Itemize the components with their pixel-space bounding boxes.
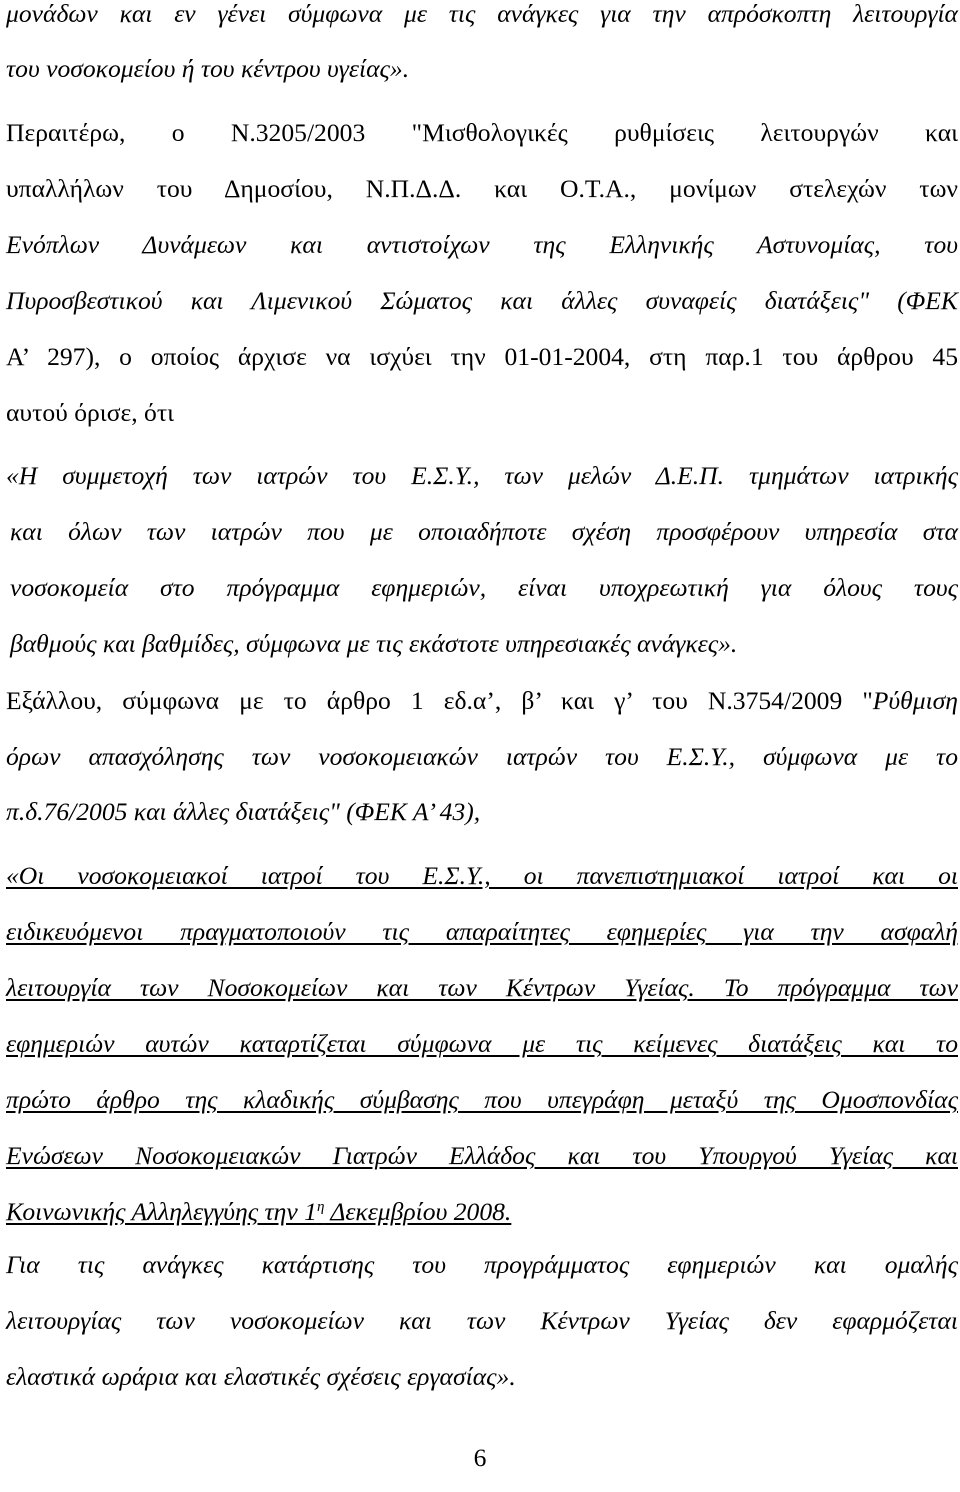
text-line: Ενόπλων Δυνάμεων και αντιστοίχων της Ελληνικής Αστυνομίας, του — [6, 230, 958, 259]
text-line: π.δ.76/2005 και άλλες διατάξεις" (ΦΕΚ Α’ 43), — [6, 797, 481, 826]
text-run: Κοινωνικής Αλληλεγγύης την 1 — [6, 1197, 317, 1226]
superscript: η — [316, 1199, 325, 1215]
text-line: εφημεριών αυτών καταρτίζεται σύμφωνα με τις κείμενες διατάξεις και το — [6, 1029, 958, 1058]
page-number: 6 — [473, 1443, 487, 1472]
text-line: νοσοκομεία στο πρόγραμμα εφημεριών, είναι υποχρεωτική για όλους τους — [10, 573, 958, 602]
text-line: Ενώσεων Νοσοκομειακών Γιατρών Ελλάδος και του Υπουργού Υγείας και — [6, 1141, 958, 1170]
text-line: όρων απασχόλησης των νοσοκομειακών ιατρών του Ε.Σ.Υ., σύμφωνα με το — [6, 742, 958, 771]
text-line: πρώτο άρθρο της κλαδικής σύμβασης που υπεγράφη μεταξύ της Ομοσπονδίας — [6, 1085, 958, 1114]
text-line: βαθμούς και βαθμίδες, σύμφωνα με τις εκάστοτε υπηρεσιακές ανάγκες». — [10, 629, 738, 658]
text-run: Δεκεμβρίου 2008. — [324, 1197, 512, 1226]
text-line: ειδικευόμενοι πραγματοποιούν τις απαραίτητες εφημερίες για την ασφαλή — [6, 917, 958, 946]
text-line — [6, 681, 958, 721]
text-line: «Η συμμετοχή των ιατρών του Ε.Σ.Υ., των μελών Δ.Ε.Π. τμημάτων ιατρικής — [6, 461, 958, 490]
text-line: Πυροσβεστικού και Λιμενικού Σώματος και άλλες συναφείς διατάξεις" (ΦΕΚ — [6, 286, 958, 315]
text-line: «Οι νοσοκομειακοί ιατροί του Ε.Σ.Υ., οι πανεπιστημιακοί ιατροί και οι — [6, 861, 958, 890]
text-line: Για τις ανάγκες κατάρτισης του προγράμματος εφημεριών και ομαλής — [6, 1250, 958, 1279]
text-line — [6, 1192, 958, 1232]
text-run: Εξάλλου, σύμφωνα με το άρθρο 1 εδ.α’, β’ και γ’ του Ν.3754/2009 " — [6, 686, 873, 715]
text-line: αυτού όρισε, ότι — [6, 398, 174, 427]
text-line: Περαιτέρω, ο Ν.3205/2003 "Μισθολογικές ρυθμίσεις λειτουργών και — [6, 118, 958, 147]
text-line: λειτουργίας των νοσοκομείων και των Κέντρων Υγείας δεν εφαρμόζεται — [6, 1306, 958, 1335]
text-line: Α’ 297), ο οποίος άρχισε να ισχύει την 01-01-2004, στη παρ.1 του άρθρου 45 — [6, 342, 958, 371]
text-line: υπαλλήλων του Δημοσίου, Ν.Π.Δ.Δ. και Ο.Τ.Α., μονίμων στελεχών των — [6, 174, 958, 203]
text-line: ελαστικά ωράρια και ελαστικές σχέσεις εργασίας». — [6, 1362, 516, 1391]
text-line: λειτουργία των Νοσοκομείων και των Κέντρων Υγείας. Το πρόγραμμα των — [6, 973, 958, 1002]
text-run-italic: Ρύθμιση — [872, 686, 958, 715]
text-line: μονάδων και εν γένει σύμφωνα με τις ανάγκες για την απρόσκοπτη λειτουργία — [6, 0, 958, 28]
text-line: του νοσοκομείου ή του κέντρου υγείας». — [6, 54, 410, 83]
text-line: και όλων των ιατρών που με οποιαδήποτε σχέση προσφέρουν υπηρεσία στα — [10, 517, 958, 546]
